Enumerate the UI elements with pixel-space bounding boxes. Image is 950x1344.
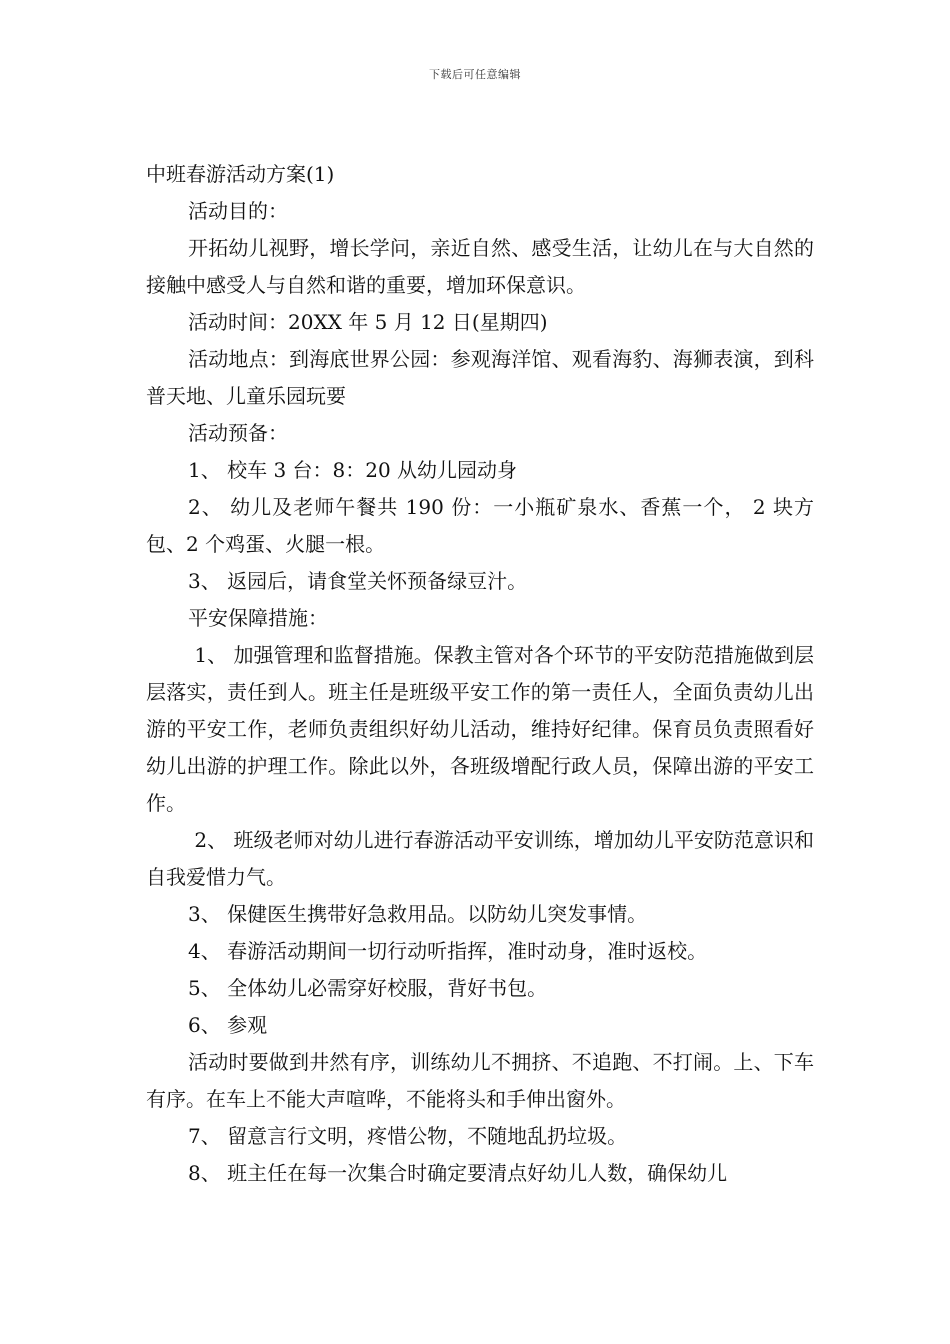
paragraph-time: 活动时间：20XX 年 5 月 12 日(星期四): [188, 310, 548, 334]
list-item-safety-7: 7、 留意言行文明，疼惜公物，不随地乱扔垃圾。: [188, 1124, 628, 1148]
document-title: 中班春游活动方案(1): [146, 162, 335, 186]
list-item-safety-4: 4、 春游活动期间一切行动听指挥，准时动身，准时返校。: [188, 939, 708, 963]
list-item-safety-3: 3、 保健医生携带好急救用品。以防幼儿突发事情。: [188, 902, 648, 926]
paragraph-purpose: 开拓幼儿视野，增长学问，亲近自然、感受生活，让幼儿在与大自然的接触中感受人与自然和谐的重要，增加环保意识。: [146, 236, 814, 297]
list-item-safety-2: 2、 班级老师对幼儿进行春游活动平安训练，增加幼儿平安防范意识和自我爱惜力气。: [146, 828, 814, 889]
list-item-preparation-3: 3、 返园后，请食堂关怀预备绿豆汁。: [188, 569, 528, 593]
section-heading-preparation: 活动预备：: [188, 421, 288, 445]
paragraph-location: 活动地点：到海底世界公园：参观海洋馆、观看海豹、海狮表演，到科普天地、儿童乐园玩要: [146, 347, 814, 408]
section-heading-safety: 平安保障措施：: [188, 606, 328, 630]
list-item-preparation-1: 1、 校车 3 台：8：20 从幼儿园动身: [188, 458, 518, 482]
list-item-safety-6: 6、 参观: [188, 1013, 268, 1037]
document-body: [146, 156, 814, 1192]
section-heading-purpose: 活动目的：: [188, 199, 288, 223]
list-item-safety-8: 8、 班主任在每一次集合时确定要清点好幼儿人数，确保幼儿: [188, 1161, 728, 1185]
list-item-safety-5: 5、 全体幼儿必需穿好校服，背好书包。: [188, 976, 548, 1000]
list-item-safety-1: 1、 加强管理和监督措施。保教主管对各个环节的平安防范措施做到层层落实，责任到人。班主任是班级平安工作的第一责任人，全面负责幼儿出游的平安工作，老师负责组织好幼儿活动，维持好纪律。保育员负责照看好幼儿出游的护理工作。除此以外，各班级增配行政人员，保障出游的平安工作。: [146, 643, 814, 815]
page-header-note: 下载后可任意编辑: [429, 68, 521, 81]
list-item-preparation-2: 2、 幼儿及老师午餐共 190 份：一小瓶矿泉水、香蕉一个， 2 块方包、2 个鸡蛋、火腿一根。: [146, 495, 814, 556]
paragraph-visit-rules: 活动时要做到井然有序，训练幼儿不拥挤、不追跑、不打闹。上、下车有序。在车上不能大声喧哗，不能将头和手伸出窗外。: [146, 1050, 814, 1111]
